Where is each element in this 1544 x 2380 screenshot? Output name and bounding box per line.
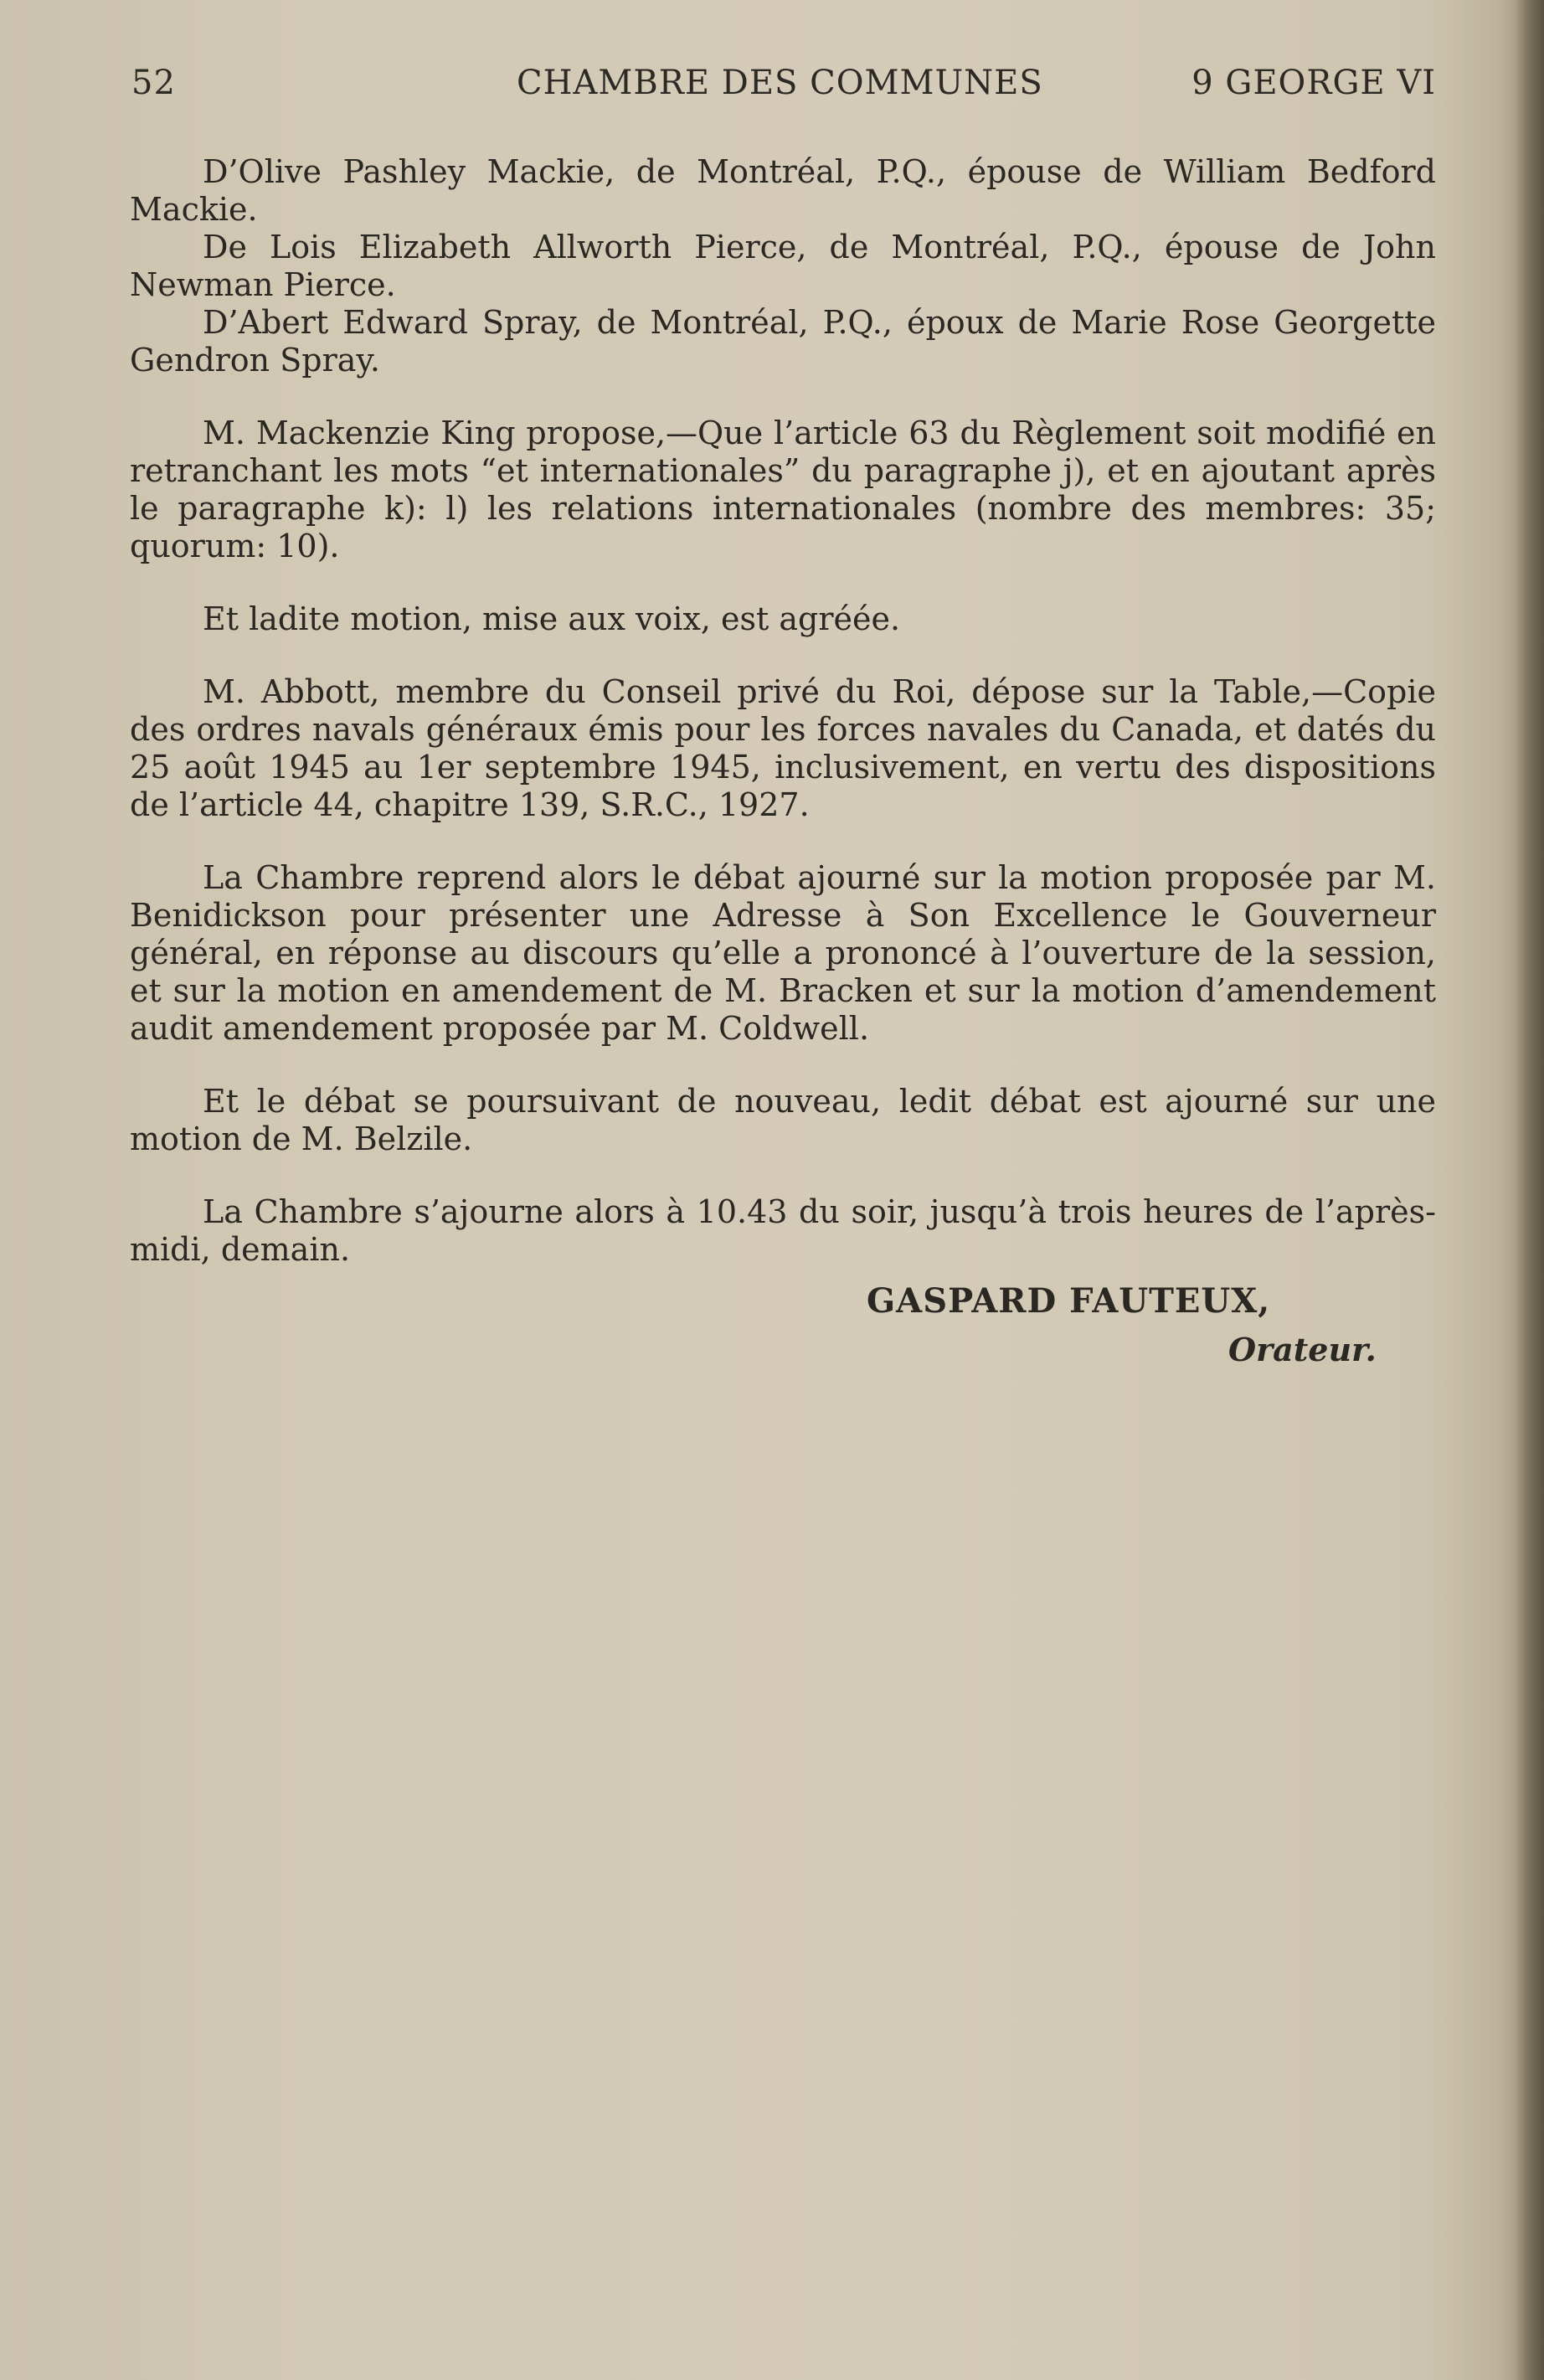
- motion-result-paragraph: Et ladite motion, mise aux voix, est agréée.: [203, 600, 901, 637]
- debate-adjourned-paragraph: Et le débat se poursuivant de nouveau, ledit débat est ajourné sur une motion de M. Belzile.: [130, 1083, 1436, 1157]
- entry-mackie: D’Olive Pashley Mackie, de Montréal, P.Q., épouse de William Bedford Mackie.: [130, 153, 1436, 228]
- page-header: [130, 64, 1436, 114]
- petition-entries: [130, 153, 1436, 379]
- entry-spray: D’Abert Edward Spray, de Montréal, P.Q., époux de Marie Rose Georgette Gendron Spray.: [130, 304, 1436, 379]
- signature-block: [130, 1281, 1436, 1368]
- running-title: CHAMBRE DES COMMUNES: [517, 64, 1043, 102]
- motion-paragraph: M. Mackenzie King propose,—Que l’article 63 du Règlement soit modifié en retranchant les mots “et internationales” du paragraphe j), et en ajoutant après le paragraphe k): l) les relations internationales (nombre des membres: 35; quorum: 10).: [130, 415, 1436, 564]
- adjournment-paragraph: La Chambre s’ajourne alors à 10.43 du soir, jusqu’à trois heures de l’après-midi, demain.: [130, 1193, 1436, 1268]
- page-number: 52: [131, 64, 176, 102]
- regnal-year: 9 GEORGE VI: [1191, 64, 1436, 102]
- debate-paragraph: La Chambre reprend alors le débat ajourné sur la motion proposée par M. Benidickson pour présenter une Adresse à Son Excellence le Gouverneur général, en réponse au discours qu’elle a prononcé à l’ouverture de la session, et sur la motion en amendement de M. Bracken et sur la motion d’amendement audit amendement proposée par M. Coldwell.: [130, 859, 1436, 1047]
- speaker-name: GASPARD FAUTEUX,: [867, 1281, 1271, 1321]
- body-text: [130, 153, 1436, 1269]
- tabling-paragraph: M. Abbott, membre du Conseil privé du Roi, dépose sur la Table,—Copie des ordres navals généraux émis pour les forces navales du Canada, et datés du 25 août 1945 au 1er septembre 1945, inclusivement, en vertu des dispositions de l’article 44, chapitre 139, S.R.C., 1927.: [130, 673, 1436, 823]
- speaker-title: Orateur.: [1228, 1331, 1377, 1368]
- page-binding-edge: [1516, 0, 1544, 2380]
- entry-pierce: De Lois Elizabeth Allworth Pierce, de Montréal, P.Q., épouse de John Newman Pierce.: [130, 229, 1436, 303]
